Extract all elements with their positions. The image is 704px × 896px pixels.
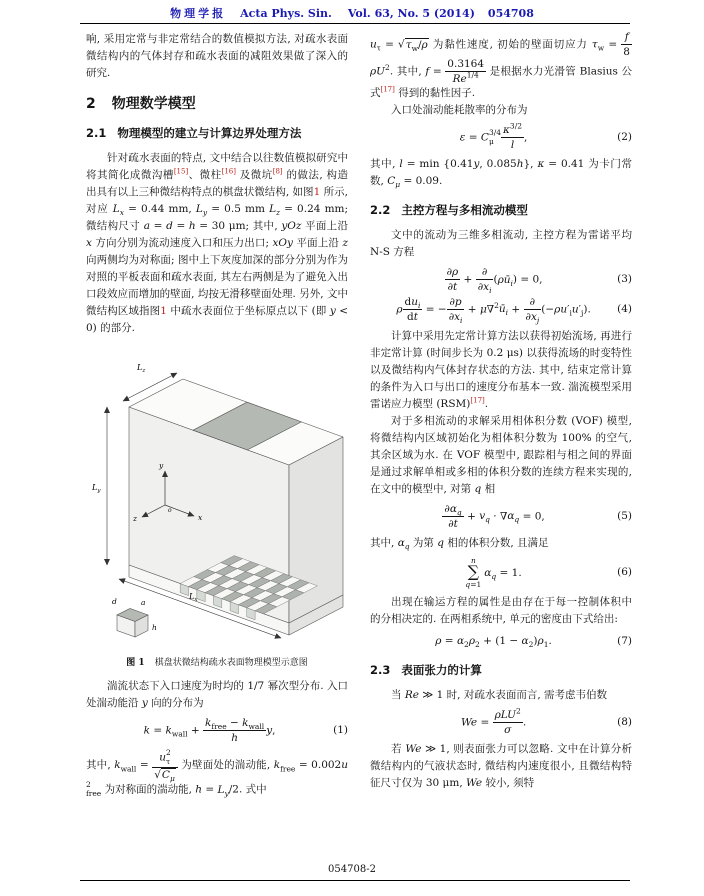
label-h: h — [152, 623, 157, 632]
equation-number: (6) — [617, 566, 632, 579]
equation-2 — [370, 121, 632, 152]
paragraph-karman: 其中, l = min {0.41y, 0.085h}, κ = 0.41 为卡门常数, $C_\mu = 0.09$. — [370, 158, 632, 190]
paragraph-vof: 对于多相流动的求解采用相体积分数 (VOF) 模型, 将微结构内区域初始化为相体积分数为 100% 的空气, 其余区域为水. 在 VOF 模型中, 跟踪相与相之间的界面是通过求解单相或多相的体积分数的连续方程来实现的, 在文中的模型中, 对第 q 相 — [370, 414, 632, 495]
equation-body: $\rho = \alpha_2\rho_2 + (1 - \alpha_2)\rho_1$. — [435, 634, 552, 649]
section-heading-2 — [86, 96, 348, 113]
section-title: 物理数学模型 — [111, 96, 196, 112]
equation-5 — [370, 503, 632, 530]
section-heading-2-3 — [370, 662, 632, 679]
paragraph-turbulent-inlet: 湍流状态下入口速度为时均的 1/7 幂次型分布. 入口处湍动能沿 y 向的分布为 — [86, 680, 348, 709]
equation-number: (3) — [617, 273, 632, 286]
paragraph-transport: 出现在输运方程的属性是由存在于每一控制体积中的分相决定的. 在两相系统中, 单元的密度由下式给出: — [370, 595, 632, 625]
equation-number: (4) — [617, 302, 632, 315]
label-a: a — [141, 598, 146, 607]
equation-body: $\frac{\partial\alpha_q}{\partial t}$ + $v_q \cdot \nabla\alpha_q = 0$, — [444, 502, 545, 530]
column-left — [86, 31, 348, 799]
page-number: 054708-2 — [328, 864, 376, 875]
section-number: 2 — [86, 96, 96, 112]
footer-rule — [80, 880, 630, 881]
paragraph-weber: 当 Re ≫ 1 时, 对疏水表面而言, 需考虑韦伯数 — [391, 688, 608, 701]
figure-1 — [86, 343, 348, 670]
equation-number: (5) — [617, 509, 632, 522]
section-number: 2.3 — [370, 662, 391, 677]
equation-body: ε = C 3/4 μ $\frac{\kappa^{3/2}}{l}$ , — [459, 121, 528, 152]
figure-caption-text: 棋盘状微结构疏水表面物理模型示意图 — [154, 658, 308, 668]
equation-number: (8) — [617, 715, 632, 728]
label-d: d — [112, 597, 117, 606]
equation-1 — [86, 717, 348, 744]
equation-body: $k = k_{wall}$ + $\frac{k_{free} - k_{wall}}{h}$ y, — [143, 717, 276, 745]
equation-body: We = $\frac{\rho LU^2}{\sigma}$ . — [460, 706, 527, 736]
section-heading-2-2 — [370, 202, 632, 219]
equation-8 — [370, 706, 632, 736]
journal-volume-info: Vol. 63, No. 5 (2014) — [347, 7, 475, 20]
label-axis-x: x — [198, 513, 203, 522]
journal-header — [0, 5, 704, 22]
paragraph-model-setup: 针对疏水表面的特点, 文中结合以往数值模拟研究中将其简化成微沟槽[15]、微柱[16] 及微坑[8] 的做法, 构造出具有以上三种微结构特点的棋盘状微结构, 如图1 所示, 对应 $L_x = 0.44$ mm, $L_y = 0.5$ mm $L_z = 0.24$ mm; 微结构尺寸 a = d = h = 30 μm; 其中, yOz 平面上沿 x 方向分别为流动速度入口和压力出口; xOy 平面上沿 z 向两侧均为对称面; 图中上下灰度加深的部分分别为作为对照的平板表面和疏水表面, 其左右两侧是为了避免入出口段效应而增加的壁面, 均按无滑移壁面处理. 另外, 文中微结构区域指图1 中疏水表面位于坐标原点以下 (即 y < 0) 的部分. — [86, 152, 349, 334]
paragraph-kwall: 其中, $k_{wall}$ = u 2 τ $√C_\mu$ 为壁面处的湍动能, $k_{free} = 0.002u$ 2 free 为对称面的湍动能, $h = L_y/2$. 式中 — [86, 748, 348, 799]
paragraph-alpha: 其中, $\alpha_q$ 为第 q 相的体积分数, 且满足 — [370, 536, 549, 551]
equation-3 — [370, 266, 632, 296]
equation-body: ρ $\frac{du_i}{dt}$ = − $\frac{\partial p}{\partial x_i}$ + $\mu\nabla^2ū_i$ + $\frac{\partial}{\partial x_j}$ $(-\rho u'_iu'_j)$. — [396, 295, 591, 325]
equation-number: (2) — [617, 131, 632, 144]
paragraph-surface-tension: 若 We ≫ 1, 则表面张力可以忽略. 文中在计算分析微结构内的气液状态时, 微结构内速度很小, 且微结构特征尺寸仅为 30 μm, We 较小, 须特 — [370, 742, 632, 789]
equation-body: n ∑ q=1 $\alpha_q = 1$. — [465, 555, 522, 590]
paragraph-ns: 文中的流动为三维多相流动, 主控方程为雷诺平均 N-S 方程 — [370, 229, 632, 259]
header-rule — [80, 23, 630, 24]
label-axis-y: y — [159, 461, 164, 470]
equation-number: (1) — [333, 724, 348, 737]
paragraph-dissipation: 入口处湍动能耗散率的分布为 — [391, 104, 528, 117]
label-axis-z: z — [133, 514, 137, 523]
equation-7 — [370, 633, 632, 650]
figure-caption-label: 图 1 — [126, 658, 145, 668]
equation-4 — [370, 296, 632, 323]
column-right — [370, 31, 632, 792]
article-number: 054708 — [487, 7, 534, 20]
unit-cell-inset — [117, 609, 148, 638]
paragraph-intro: 响, 采用定常与非定常结合的数值模拟方法, 对疏水表面微结构内的气体封存和疏水表面的减阻效果做了深入的研究. — [86, 33, 348, 79]
equation-body: $\frac{\partial\rho}{\partial t}$ + $\frac{\partial}{\partial x_i}$ $(\rho ū_i) = 0$, — [446, 266, 543, 296]
section-number: 2.1 — [86, 126, 107, 140]
figure-caption — [86, 657, 348, 670]
label-origin: o — [168, 507, 172, 514]
section-title: 表面张力的计算 — [401, 662, 482, 677]
section-title: 主控方程与多相流动模型 — [401, 203, 528, 218]
journal-title-en: Acta Phys. Sin. — [240, 7, 332, 20]
section-number: 2.2 — [370, 203, 391, 218]
paragraph-steady-method: 计算中采用先定常计算方法以获得初始流场, 再进行非定常计算 (时间步长为 0.2 μs) 以获得流场的时变特性以及微结构内气体封存状态的方法. 其中, 结束定常计算的条件为入口与出口的速度分布基本一致. 湍流模型采用雷诺应力模型 (RSM)[17]. — [370, 329, 632, 410]
equation-6 — [370, 557, 632, 589]
label-Ly: $L_y$ — [92, 483, 101, 494]
figure-1-diagram — [89, 343, 345, 655]
paragraph-utau: $u_\tau = √\tau_w/\rho$ 为黏性速度, 初始的壁面切应力 $\tau_w$ = $\frac{f}{8}$ $\rho U^2$. 其中, f = $\frac{0.3164}{Re^{1/4}}$ 是根据水力光滑管 Blasius 公式[17] 得到的黏性因子. — [370, 31, 632, 100]
label-Lz: $L_z$ — [137, 363, 146, 374]
section-heading-2-1 — [86, 125, 348, 142]
label-Lx: $L_x$ — [189, 592, 198, 603]
section-title: 物理模型的建立与计算边界处理方法 — [117, 126, 302, 140]
equation-number: (7) — [617, 634, 632, 647]
journal-title-cn: 物理学报 — [170, 7, 227, 20]
